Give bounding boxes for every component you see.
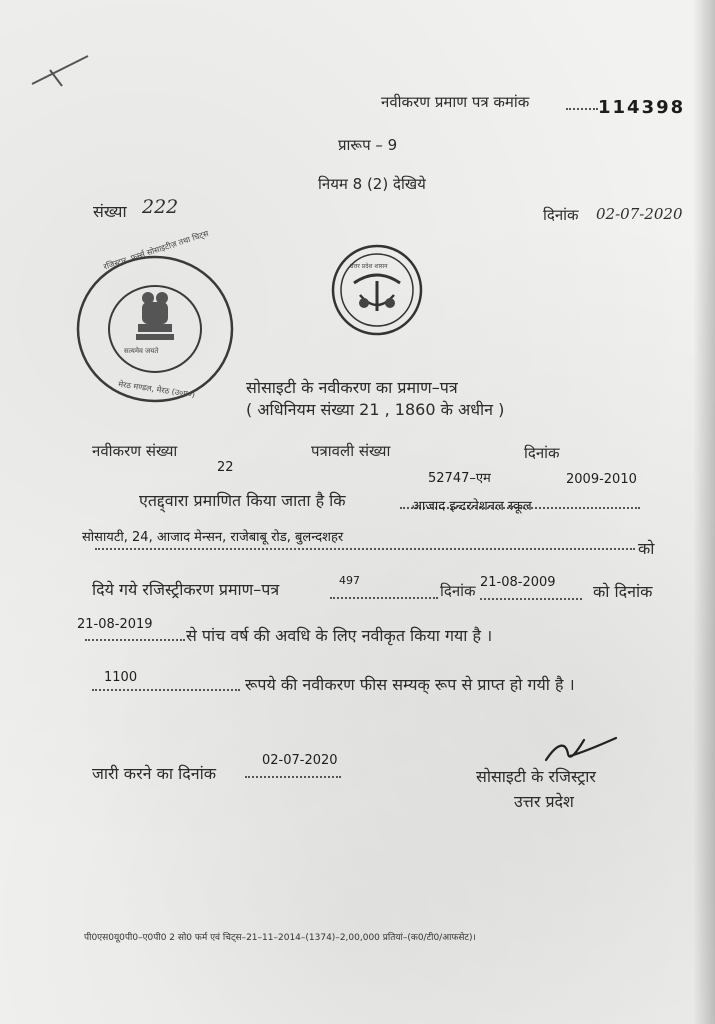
dotted-line (566, 108, 598, 110)
registration-cert-no: 497 (339, 574, 360, 587)
from-date-value: 21-08-2019 (77, 617, 153, 632)
renewal-no-label: नवीकरण संख्या (92, 442, 178, 460)
certificate-no-label: नवीकरण प्रमाण पत्र कमांक (381, 93, 530, 111)
number-label: संख्या (93, 202, 127, 221)
fee-text: रूपये की नवीकरण फीस सम्यक् रूप से प्राप्त हो गयी है । (245, 675, 575, 694)
date-value: 02-07-2020 (596, 205, 683, 223)
date-label: दिनांक (543, 206, 579, 224)
seal-bottom-text: मेरठ मण्डल, मेरठ (उ०प्र०) (117, 379, 196, 400)
dotted-line (330, 597, 438, 599)
issue-date-value: 02-07-2020 (262, 753, 338, 768)
registrar-signature (540, 732, 620, 768)
society-address: सोसायटी, 24, आजाद मेन्सन, राजेबाबू रोड, बुलन्दशहर (82, 530, 344, 545)
certificate-no-value: 114398 (598, 97, 686, 118)
to-date-text: को दिनांक (593, 582, 653, 601)
dotted-line (480, 598, 582, 600)
registration-cert-text: दिये गये रजिस्ट्रीकरण प्रमाण–पत्र (92, 580, 280, 599)
dotted-line (95, 548, 635, 550)
corner-mark (28, 50, 98, 90)
emblem-text: उत्तर प्रदेश शासन (350, 263, 388, 270)
table-date-value: 2009-2010 (566, 472, 637, 487)
issue-date-label: जारी करने का दिनांक (92, 764, 217, 783)
seal-motto: सत्यमेव जयते (124, 347, 159, 355)
rule-reference: नियम 8 (2) देखिये (318, 175, 426, 193)
registration-date-label: दिनांक (440, 582, 476, 600)
renewal-no-value: 22 (217, 460, 234, 475)
printer-imprint: पी0एस0यू0पी0–ए0पी0 2 सो0 फर्म एवं चिट्स–21–11–2014–(1374)–2,00,000 प्रतियां–(क0/टी0/आफसेट)। (84, 933, 476, 943)
table-date-label: दिनांक (524, 444, 560, 462)
scan-edge-shadow (693, 0, 715, 1024)
seal-ring-text: रजिस्ट्रार, फर्म्स सोसाइटीज़ तथा चिट्स (102, 228, 210, 272)
registrar-title: सोसाइटी के रजिस्ट्रार (476, 767, 596, 786)
file-no-value: 52747–एम (428, 471, 491, 486)
number-value: 222 (142, 196, 179, 218)
registration-date-value: 21-08-2009 (480, 575, 556, 590)
dotted-line (85, 639, 185, 641)
period-text: से पांच वर्ष की अवधि के लिए नवीकृत किया गया है । (186, 626, 493, 645)
dotted-line (92, 689, 240, 691)
certificate-title: सोसाइटी के नवीकरण का प्रमाण–पत्र (246, 378, 458, 397)
certificate-subtitle: ( अधिनियम संख्या 21 , 1860 के अधीन ) (246, 400, 505, 419)
up-government-emblem (330, 243, 424, 337)
file-no-label: पत्रावली संख्या (311, 442, 391, 460)
form-title: प्रारूप – 9 (338, 136, 398, 154)
certify-text: एतद्द्वारा प्रमाणित किया जाता है कि (139, 491, 346, 510)
registrar-state: उत्तर प्रदेश (514, 792, 574, 811)
society-name: आजाद इन्टरनेशनल स्कूल (412, 499, 532, 514)
ko-text: को (638, 539, 655, 558)
dotted-line (245, 776, 341, 778)
fee-value: 1100 (104, 670, 138, 685)
